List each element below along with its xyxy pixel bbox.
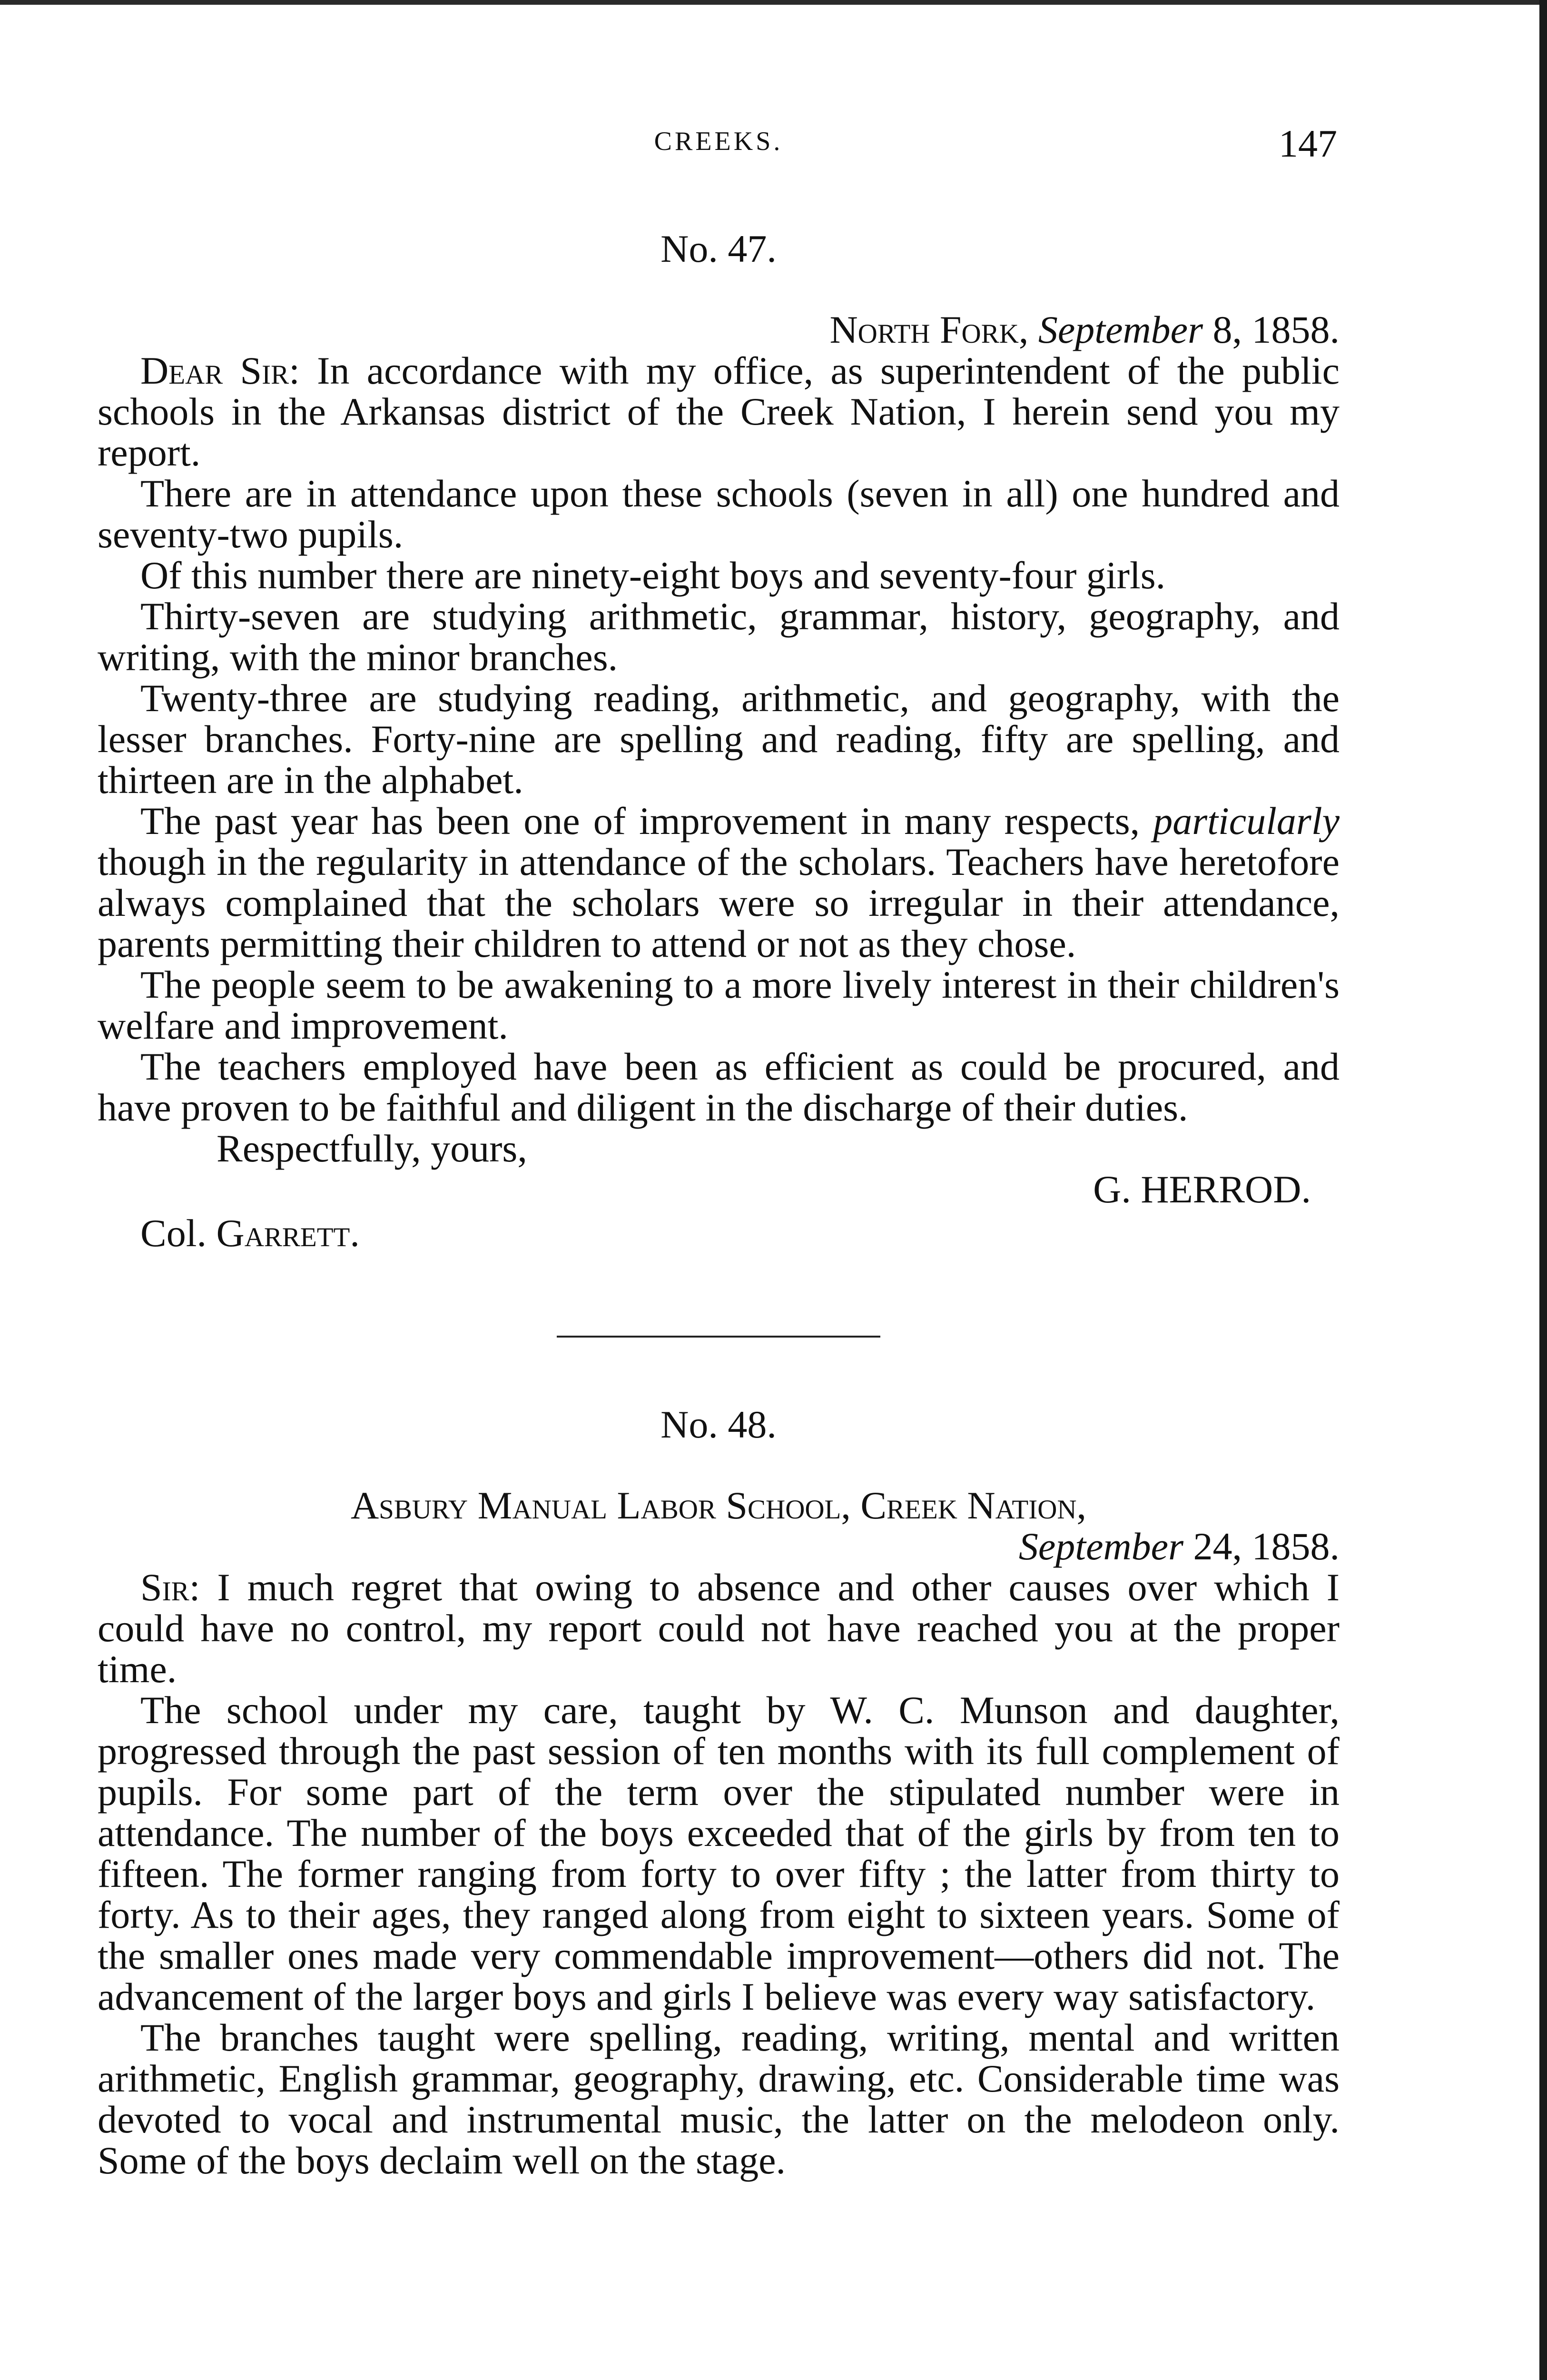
- paragraph: Of this number there are ninety-eight boys and seventy-four girls.: [140, 554, 1166, 597]
- page-header: [100, 121, 1337, 174]
- dateline-month: September: [1018, 1525, 1183, 1568]
- letter-number: No. 48.: [660, 1403, 777, 1446]
- paragraph-text: The past year has been one of improvement in many respects,: [140, 799, 1153, 843]
- dateline-date: 8, 1858.: [1203, 308, 1340, 351]
- dateline-date-line: [98, 1526, 1340, 1567]
- letter-48: [98, 1404, 1340, 2181]
- paragraph: [98, 801, 1340, 964]
- signature-block: [98, 1169, 1340, 1259]
- paragraph: The branches taught were spelling, reading, writing, mental and written arithmetic, English grammar, geography, drawing, etc. Considerable time was devoted to vocal and instrumental music, the latter on the melodeon only. Some of the boys declaim well on the stage.: [98, 2016, 1340, 2182]
- paragraph: Thirty-seven are studying arithmetic, grammar, history, geography, and writing, with the minor branches.: [98, 595, 1340, 679]
- paragraph: [98, 1567, 1340, 1690]
- scan-edge-right: [1539, 0, 1547, 2380]
- dateline: [98, 309, 1340, 350]
- paragraph-text: though in the regularity in attendance of the scholars. Teachers have heretofore always complained that the scholars were so irregular in their attendance, parents permitting their children to attend or not as they chose.: [98, 840, 1340, 965]
- paragraph: Twenty-three are studying reading, arithmetic, and geography, with the lesser branches. Forty-nine are spelling and reading, fifty are spelling, and thirteen are in the alphabet.: [98, 676, 1340, 802]
- dateline-place: North Fork,: [829, 308, 1029, 351]
- paragraph-text: I much regret that owing to absence and other causes over which I could have no control, my report could not have reached you at the proper time.: [98, 1566, 1340, 1691]
- addressee: [140, 1213, 360, 1254]
- paragraph: [98, 350, 1340, 473]
- dateline-month: September: [1038, 308, 1203, 351]
- running-head: CREEKS.: [654, 127, 783, 156]
- dateline-date: 24, 1858.: [1183, 1525, 1340, 1568]
- scan-edge-top: [0, 0, 1547, 5]
- addressee-name: Garrett.: [216, 1211, 360, 1255]
- salutation: Dear Sir:: [140, 349, 300, 392]
- page-body: [98, 228, 1340, 2181]
- paragraph: The people seem to be awakening to a more lively interest in their children's welfare and improvement.: [98, 963, 1340, 1047]
- paragraph: There are in attendance upon these schools (seven in all) one hundred and seventy-two pupils.: [98, 472, 1340, 556]
- emphasis: particularly: [1153, 799, 1340, 843]
- dateline-place: Asbury Manual Labor School, Creek Nation,: [350, 1484, 1087, 1527]
- closing: Respectfully, yours,: [217, 1127, 527, 1170]
- section-divider: [557, 1336, 880, 1338]
- page-number: 147: [1279, 122, 1337, 165]
- letter-number: No. 47.: [660, 227, 777, 270]
- dateline: [98, 1485, 1340, 1526]
- salutation: Sir:: [140, 1566, 200, 1609]
- paragraph: The school under my care, taught by W. C. Munson and daughter, progressed through the past session of ten months with its full complement of pupils. For some part of the term over the stipulated number were in attendance. The number of the boys exceeded that of the girls by from ten to fifteen. The former ranging from forty to over fifty ; the latter from thirty to forty. As to their ages, they ranged along from eight to sixteen years. Some of the smaller ones made very commendable improvement—others did not. The advancement of the larger boys and girls I believe was every way satisfactory.: [98, 1688, 1340, 2018]
- letter-47: [98, 228, 1340, 1259]
- paragraph: The teachers employed have been as efficient as could be procured, and have proven to be faithful and diligent in the discharge of their duties.: [98, 1045, 1340, 1129]
- addressee-title: Col.: [140, 1211, 217, 1255]
- paragraph-text: In accordance with my office, as superintendent of the public schools in the Arkansas district of the Creek Nation, I herein send you my report.: [98, 349, 1340, 474]
- signer-name: G. HERROD.: [1093, 1168, 1311, 1211]
